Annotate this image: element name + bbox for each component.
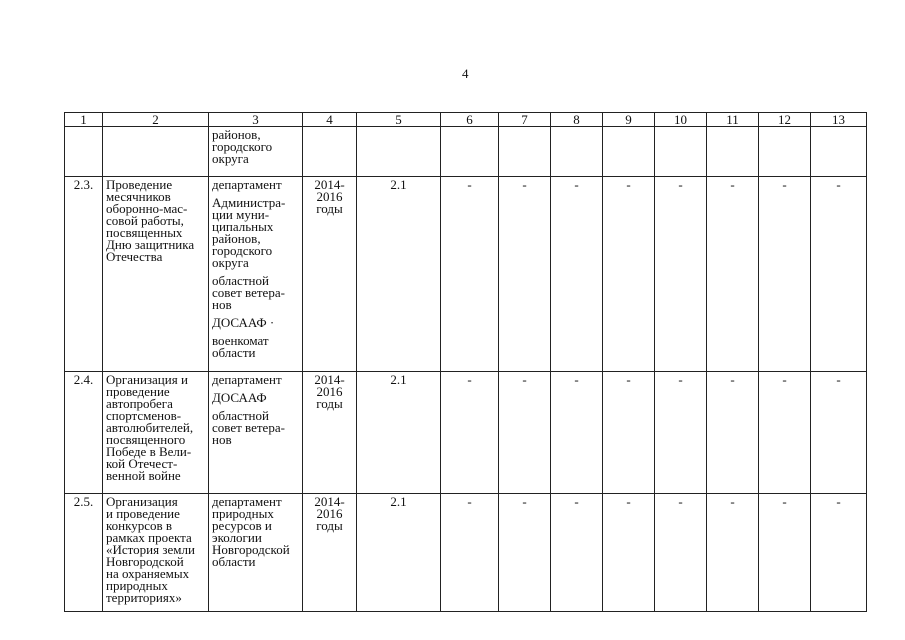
- cell-num: 2.3.: [65, 177, 103, 372]
- cell-value: -: [499, 177, 551, 372]
- cell-value: -: [551, 372, 603, 494]
- page-number: 4: [462, 66, 469, 81]
- cell-value: -: [441, 494, 499, 612]
- executor-line: городского: [212, 243, 273, 258]
- cell-value: -: [759, 372, 811, 494]
- cell-num: [65, 127, 103, 177]
- cell-target: [357, 127, 441, 177]
- name-line: Проведение: [106, 177, 173, 192]
- period-line: 2014-: [314, 494, 345, 509]
- cell-value: -: [655, 372, 707, 494]
- cell-value: -: [603, 372, 655, 494]
- name-line: «История земли: [106, 542, 195, 557]
- executor-group: [212, 410, 299, 446]
- executor-group: [212, 179, 299, 191]
- cell-value: -: [707, 494, 759, 612]
- table-row: [65, 177, 867, 372]
- name-line: Отечества: [106, 249, 163, 264]
- program-table: [64, 112, 867, 612]
- cell-name: [103, 127, 209, 177]
- name-line: Победе в Вели-: [106, 444, 192, 459]
- cell-executors: [209, 127, 303, 177]
- column-header-6: 6: [441, 113, 499, 127]
- cell-name: [103, 177, 209, 372]
- executor-line: округа: [212, 151, 249, 166]
- executor-line: Администра-: [212, 195, 286, 210]
- column-header-13: 13: [811, 113, 867, 127]
- name-line: Дню защитника: [106, 237, 195, 252]
- column-header-1: 1: [65, 113, 103, 127]
- cell-name: [103, 494, 209, 612]
- cell-value: -: [811, 494, 867, 612]
- executor-line: ДОСААФ: [212, 390, 267, 405]
- executor-line: совет ветера-: [212, 420, 285, 435]
- cell-num: 2.5.: [65, 494, 103, 612]
- cell-executors: [209, 372, 303, 494]
- period-line: 2016: [316, 506, 343, 521]
- cell-period: [303, 372, 357, 494]
- column-header-5: 5: [357, 113, 441, 127]
- executor-line: департамент: [212, 177, 282, 192]
- cell-value: -: [707, 372, 759, 494]
- cell-value: -: [551, 177, 603, 372]
- name-line: природных: [106, 578, 168, 593]
- executor-line: нов: [212, 297, 232, 312]
- executor-group: [212, 496, 299, 568]
- executor-line: Новгородской: [212, 542, 290, 557]
- executor-line: городского: [212, 139, 273, 154]
- continuation-row: [65, 127, 867, 177]
- name-line: Организация и: [106, 372, 188, 387]
- cell-value: -: [603, 177, 655, 372]
- cell-value: -: [759, 177, 811, 372]
- name-line: совой работы,: [106, 213, 184, 228]
- column-header-11: 11: [707, 113, 759, 127]
- column-header-8: 8: [551, 113, 603, 127]
- cell-period: [303, 177, 357, 372]
- name-line: Организация: [106, 494, 178, 509]
- cell-value: -: [603, 494, 655, 612]
- period-line: 2014-: [314, 372, 345, 387]
- cell-value: -: [759, 494, 811, 612]
- executor-group: [212, 392, 299, 404]
- executor-line: округа: [212, 255, 249, 270]
- name-line: месячников: [106, 189, 171, 204]
- executor-line: районов,: [212, 127, 261, 142]
- column-header-3: 3: [209, 113, 303, 127]
- column-header-9: 9: [603, 113, 655, 127]
- period-line: 2014-: [314, 177, 345, 192]
- cell-value: -: [655, 177, 707, 372]
- name-line: Новгородской: [106, 554, 184, 569]
- executor-line: области: [212, 345, 256, 360]
- column-header-10: 10: [655, 113, 707, 127]
- executor-line: совет ветера-: [212, 285, 285, 300]
- cell-value: -: [811, 177, 867, 372]
- executor-group: [212, 317, 299, 329]
- cell-num: 2.4.: [65, 372, 103, 494]
- executor-line: природных: [212, 506, 274, 521]
- cell-value: -: [811, 372, 867, 494]
- executor-group: [212, 197, 299, 269]
- executor-line: областной: [212, 408, 269, 423]
- period-line: годы: [316, 201, 343, 216]
- name-line: на охраняемых: [106, 566, 190, 581]
- table-row: [65, 372, 867, 494]
- executor-line: экологии: [212, 530, 262, 545]
- cell-period: [303, 127, 357, 177]
- executor-line: ресурсов и: [212, 518, 272, 533]
- name-line: спортсменов-: [106, 408, 182, 423]
- cell-value: -: [655, 494, 707, 612]
- name-line: посвященного: [106, 432, 186, 447]
- name-line: проведение: [106, 384, 170, 399]
- cell-target: 2.1: [357, 372, 441, 494]
- name-line: рамках проекта: [106, 530, 192, 545]
- executor-line: ции муни-: [212, 207, 270, 222]
- name-line: автолюбителей,: [106, 420, 194, 435]
- cell-value: -: [551, 494, 603, 612]
- name-line: кой Отечест-: [106, 456, 178, 471]
- period-line: 2016: [316, 384, 343, 399]
- executor-group: [212, 335, 299, 359]
- column-header-12: 12: [759, 113, 811, 127]
- executor-line: области: [212, 554, 256, 569]
- cell-value: -: [707, 177, 759, 372]
- name-line: автопробега: [106, 396, 173, 411]
- cell-value: -: [441, 372, 499, 494]
- name-line: венной войне: [106, 468, 181, 483]
- name-line: территориях»: [106, 590, 182, 605]
- executor-group: [212, 374, 299, 386]
- period-line: 2016: [316, 189, 343, 204]
- cell-target: 2.1: [357, 494, 441, 612]
- cell-value: -: [499, 494, 551, 612]
- executor-line: районов,: [212, 231, 261, 246]
- cell-period: [303, 494, 357, 612]
- table-row: [65, 494, 867, 612]
- executor-line: областной: [212, 273, 269, 288]
- period-line: годы: [316, 396, 343, 411]
- executor-line: военкомат: [212, 333, 269, 348]
- executor-line: нов: [212, 432, 232, 447]
- cell-executors: [209, 177, 303, 372]
- period-line: годы: [316, 518, 343, 533]
- executor-group: [212, 275, 299, 311]
- cell-name: [103, 372, 209, 494]
- column-header-2: 2: [103, 113, 209, 127]
- header-row: [65, 113, 867, 127]
- executor-line: департамент: [212, 372, 282, 387]
- name-line: и проведение: [106, 506, 180, 521]
- executor-line: департамент: [212, 494, 282, 509]
- column-header-7: 7: [499, 113, 551, 127]
- name-line: оборонно-мас-: [106, 201, 188, 216]
- cell-value: -: [499, 372, 551, 494]
- executor-line: ципальных: [212, 219, 274, 234]
- name-line: конкурсов в: [106, 518, 173, 533]
- name-line: посвященных: [106, 225, 183, 240]
- cell-executors: [209, 494, 303, 612]
- cell-value: -: [441, 177, 499, 372]
- executor-line: ДОСААФ ·: [212, 315, 275, 330]
- column-header-4: 4: [303, 113, 357, 127]
- cell-target: 2.1: [357, 177, 441, 372]
